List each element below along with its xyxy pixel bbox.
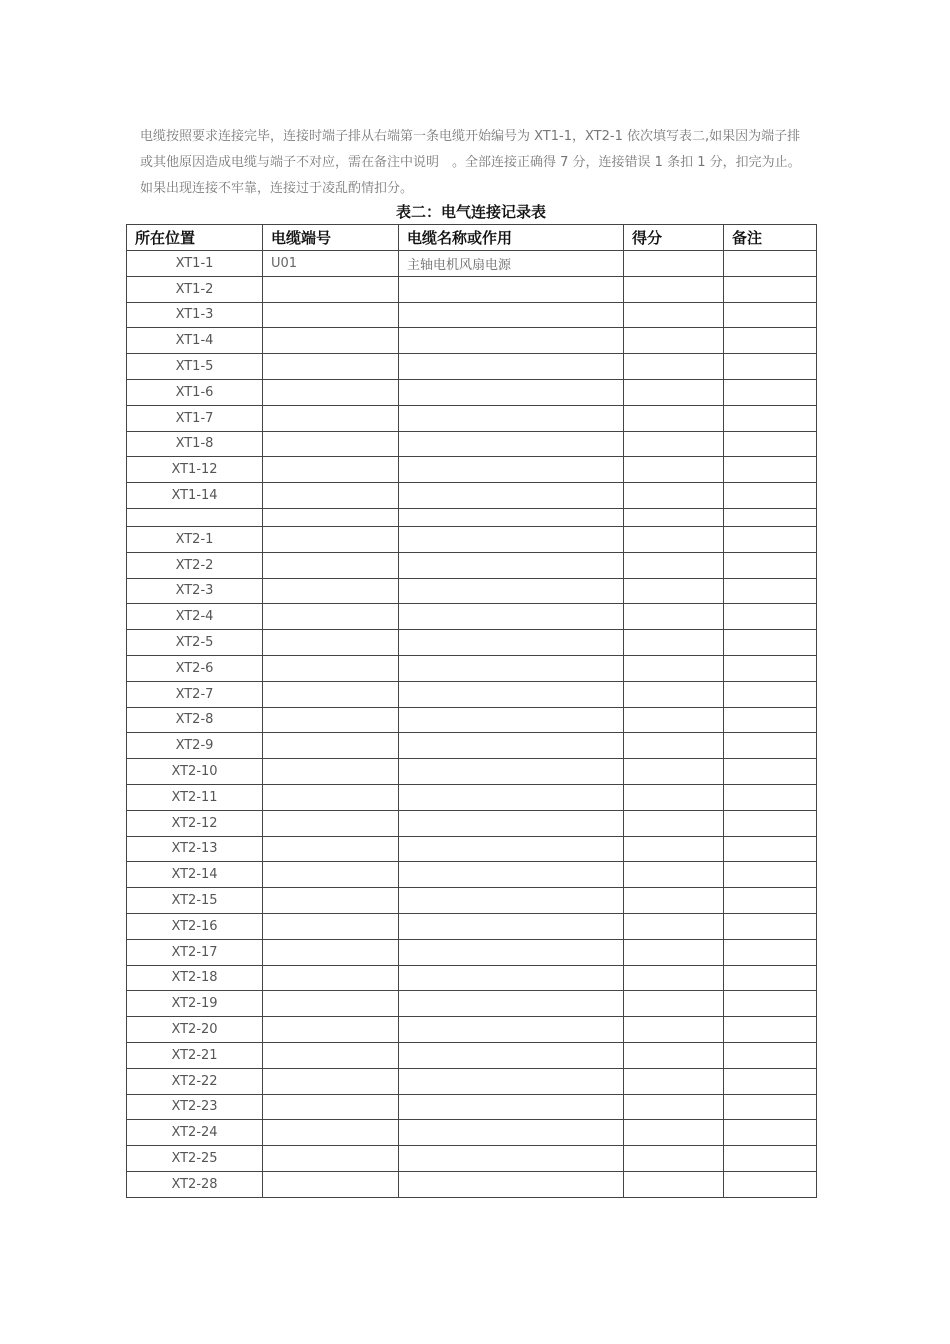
cell-position: XT2-15 (127, 888, 263, 914)
cell-score (624, 1120, 724, 1146)
cell-cable-no (263, 431, 399, 457)
cell-cable-name (399, 733, 624, 759)
cell-remark (724, 552, 817, 578)
cell-cable-no (263, 965, 399, 991)
cell-remark (724, 810, 817, 836)
table-row (127, 328, 817, 354)
cell-remark (724, 759, 817, 785)
cell-score (624, 251, 724, 277)
table-row (127, 251, 817, 277)
cell-cable-no (263, 630, 399, 656)
cell-cable-name (399, 578, 624, 604)
cell-cable-no (263, 862, 399, 888)
cell-cable-name (399, 379, 624, 405)
cell-cable-name (399, 354, 624, 380)
cell-position: XT2-24 (127, 1120, 263, 1146)
cell-score (624, 328, 724, 354)
cell-remark (724, 1094, 817, 1120)
cell-remark (724, 1068, 817, 1094)
cell-cable-no (263, 913, 399, 939)
cell-cable-name (399, 328, 624, 354)
cell-remark (724, 913, 817, 939)
cell-remark (724, 965, 817, 991)
cell-cable-no (263, 810, 399, 836)
cell-position: XT2-9 (127, 733, 263, 759)
cell-position: XT1-5 (127, 354, 263, 380)
header-row (127, 225, 817, 251)
cell-remark (724, 836, 817, 862)
cell-position: XT2-18 (127, 965, 263, 991)
cell-score (624, 354, 724, 380)
cell-position: XT2-2 (127, 552, 263, 578)
cell-cable-name (399, 888, 624, 914)
table-row (127, 991, 817, 1017)
cell-cable-name (399, 302, 624, 328)
cell-cable-name (399, 681, 624, 707)
cell-cable-no (263, 276, 399, 302)
cell-remark (724, 354, 817, 380)
cell-remark (724, 1042, 817, 1068)
cell-position: XT2-12 (127, 810, 263, 836)
cell-score (624, 276, 724, 302)
table-row (127, 604, 817, 630)
electrical-connection-record-table (126, 224, 817, 1198)
cell-cable-no (263, 552, 399, 578)
cell-cable-name (399, 810, 624, 836)
cell-cable-name (399, 526, 624, 552)
cell-score (624, 733, 724, 759)
cell-remark (724, 681, 817, 707)
cell-remark (724, 939, 817, 965)
cell-position: XT2-10 (127, 759, 263, 785)
cell-cable-name (399, 604, 624, 630)
cell-cable-no (263, 939, 399, 965)
cell-cable-no (263, 526, 399, 552)
cell-cable-name (399, 1171, 624, 1197)
cell-score (624, 405, 724, 431)
cell-position: XT2-16 (127, 913, 263, 939)
cell-position: XT1-2 (127, 276, 263, 302)
cell-remark (724, 302, 817, 328)
cell-score (624, 681, 724, 707)
table-row (127, 1120, 817, 1146)
cell-position: XT2-8 (127, 707, 263, 733)
cell-cable-no (263, 888, 399, 914)
table-row (127, 1017, 817, 1043)
cell-score (624, 431, 724, 457)
cell-cable-no (263, 1068, 399, 1094)
cell-remark (724, 991, 817, 1017)
cell-score (624, 457, 724, 483)
cell-position: XT2-21 (127, 1042, 263, 1068)
cell-cable-name (399, 1042, 624, 1068)
cell-cable-no (263, 759, 399, 785)
table-row (127, 431, 817, 457)
header-remark: 备注 (724, 225, 817, 251)
cell-position: XT2-5 (127, 630, 263, 656)
cell-cable-no (263, 681, 399, 707)
cell-position: XT2-1 (127, 526, 263, 552)
cell-score (624, 1171, 724, 1197)
cell-cable-no (263, 1171, 399, 1197)
cell-cable-name: 主轴电机风扇电源 (399, 251, 624, 277)
table-row (127, 836, 817, 862)
cell-cable-name (399, 483, 624, 509)
cell-cable-name (399, 431, 624, 457)
cell-cable-name (399, 1068, 624, 1094)
table-row (127, 681, 817, 707)
cell-position: XT1-14 (127, 483, 263, 509)
cell-score (624, 862, 724, 888)
table-row (127, 862, 817, 888)
cell-position: XT2-13 (127, 836, 263, 862)
cell-cable-name (399, 630, 624, 656)
cell-cable-no (263, 457, 399, 483)
cell-cable-name (399, 939, 624, 965)
cell-cable-no (263, 578, 399, 604)
cell-position: XT1-7 (127, 405, 263, 431)
cell-position: XT1-1 (127, 251, 263, 277)
cell-position: XT1-8 (127, 431, 263, 457)
cell-cable-name (399, 552, 624, 578)
table-body (127, 251, 817, 1198)
cell-position: XT2-23 (127, 1094, 263, 1120)
cell-remark (724, 707, 817, 733)
table-row (127, 1068, 817, 1094)
cell-cable-name (399, 276, 624, 302)
table-row (127, 939, 817, 965)
table-row (127, 379, 817, 405)
cell-remark (724, 1017, 817, 1043)
cell-position: XT2-4 (127, 604, 263, 630)
cell-cable-name (399, 1146, 624, 1172)
cell-remark (724, 1171, 817, 1197)
table-row (127, 810, 817, 836)
table-row (127, 578, 817, 604)
cell-remark (724, 405, 817, 431)
cell-cable-no (263, 328, 399, 354)
cell-score (624, 552, 724, 578)
cell-score (624, 302, 724, 328)
cell-score (624, 630, 724, 656)
cell-position: XT2-22 (127, 1068, 263, 1094)
cell-score (624, 379, 724, 405)
cell-remark (724, 862, 817, 888)
cell-position: XT2-28 (127, 1171, 263, 1197)
table-row (127, 457, 817, 483)
cell-position: XT1-12 (127, 457, 263, 483)
cell-position: XT2-14 (127, 862, 263, 888)
table-row (127, 1171, 817, 1197)
cell-cable-no (263, 1120, 399, 1146)
cell-cable-name (399, 1120, 624, 1146)
cell-score (624, 836, 724, 862)
cell-score (624, 508, 724, 526)
cell-cable-no (263, 655, 399, 681)
cell-position (127, 508, 263, 526)
cell-score (624, 810, 724, 836)
cell-remark (724, 1146, 817, 1172)
cell-cable-name (399, 784, 624, 810)
cell-cable-no: U01 (263, 251, 399, 277)
table-row (127, 1146, 817, 1172)
cell-position: XT2-19 (127, 991, 263, 1017)
cell-remark (724, 379, 817, 405)
cell-cable-no (263, 405, 399, 431)
cell-score (624, 483, 724, 509)
table-row (127, 913, 817, 939)
cell-remark (724, 276, 817, 302)
cell-remark (724, 457, 817, 483)
cell-remark (724, 431, 817, 457)
cell-remark (724, 888, 817, 914)
cell-remark (724, 251, 817, 277)
cell-position: XT1-4 (127, 328, 263, 354)
cell-score (624, 991, 724, 1017)
cell-score (624, 1068, 724, 1094)
cell-cable-name (399, 759, 624, 785)
cell-remark (724, 604, 817, 630)
cell-remark (724, 733, 817, 759)
cell-score (624, 1017, 724, 1043)
cell-cable-no (263, 733, 399, 759)
cell-cable-no (263, 1094, 399, 1120)
header-cable-no: 电缆端号 (263, 225, 399, 251)
cell-cable-no (263, 836, 399, 862)
cell-remark (724, 578, 817, 604)
table-row (127, 759, 817, 785)
table-row (127, 1042, 817, 1068)
cell-position: XT2-7 (127, 681, 263, 707)
cell-score (624, 1094, 724, 1120)
cell-score (624, 1146, 724, 1172)
table-row (127, 784, 817, 810)
intro-paragraph: 电缆按照要求连接完毕，连接时端子排从右端第一条电缆开始编号为 XT1-1，XT2-1 依次填写表二,如果因为端子排或其他原因造成电缆与端子不对应，需在备注中说明 。全部连接正确得 7 分，连接错误 1 条扣 1 分，扣完为止。如果出现连接不牢靠，连接过于凌乱酌情扣分。 (140, 129, 801, 196)
cell-score (624, 578, 724, 604)
cell-score (624, 913, 724, 939)
cell-cable-no (263, 1017, 399, 1043)
cell-cable-name (399, 1017, 624, 1043)
cell-position: XT2-17 (127, 939, 263, 965)
table-row (127, 526, 817, 552)
table-row (127, 630, 817, 656)
header-cable-name: 电缆名称或作用 (399, 225, 624, 251)
cell-cable-name (399, 655, 624, 681)
header-position: 所在位置 (127, 225, 263, 251)
cell-score (624, 1042, 724, 1068)
cell-cable-no (263, 707, 399, 733)
cell-cable-no (263, 508, 399, 526)
cell-cable-no (263, 1146, 399, 1172)
cell-position: XT1-6 (127, 379, 263, 405)
cell-cable-name (399, 457, 624, 483)
table-row (127, 552, 817, 578)
cell-remark (724, 328, 817, 354)
table-row (127, 276, 817, 302)
table-row (127, 354, 817, 380)
cell-cable-name (399, 913, 624, 939)
cell-cable-name (399, 1094, 624, 1120)
cell-cable-no (263, 784, 399, 810)
table-title: 表二：电气连接记录表 (395, 203, 546, 221)
cell-score (624, 784, 724, 810)
cell-remark (724, 508, 817, 526)
cell-cable-name (399, 836, 624, 862)
table-row (127, 965, 817, 991)
cell-cable-name (399, 707, 624, 733)
cell-cable-no (263, 991, 399, 1017)
cell-score (624, 888, 724, 914)
cell-score (624, 526, 724, 552)
cell-position: XT2-6 (127, 655, 263, 681)
cell-position: XT1-3 (127, 302, 263, 328)
table-row (127, 483, 817, 509)
table-row (127, 733, 817, 759)
table-spacer-row (127, 508, 817, 526)
cell-position: XT2-20 (127, 1017, 263, 1043)
cell-cable-no (263, 354, 399, 380)
cell-cable-no (263, 1042, 399, 1068)
cell-cable-name (399, 965, 624, 991)
cell-remark (724, 655, 817, 681)
cell-cable-name (399, 405, 624, 431)
header-score: 得分 (624, 225, 724, 251)
cell-remark (724, 630, 817, 656)
cell-cable-no (263, 604, 399, 630)
cell-cable-no (263, 302, 399, 328)
cell-cable-name (399, 862, 624, 888)
cell-cable-no (263, 483, 399, 509)
cell-score (624, 939, 724, 965)
cell-score (624, 604, 724, 630)
cell-score (624, 759, 724, 785)
cell-score (624, 655, 724, 681)
table-row (127, 405, 817, 431)
cell-cable-name (399, 991, 624, 1017)
table-row (127, 707, 817, 733)
cell-cable-name (399, 508, 624, 526)
table-header (127, 225, 817, 251)
table-row (127, 302, 817, 328)
cell-position: XT2-25 (127, 1146, 263, 1172)
cell-remark (724, 1120, 817, 1146)
cell-remark (724, 483, 817, 509)
cell-score (624, 707, 724, 733)
table-row (127, 1094, 817, 1120)
cell-cable-no (263, 379, 399, 405)
table-row (127, 888, 817, 914)
cell-remark (724, 526, 817, 552)
cell-score (624, 965, 724, 991)
cell-position: XT2-3 (127, 578, 263, 604)
table-row (127, 655, 817, 681)
cell-remark (724, 784, 817, 810)
cell-position: XT2-11 (127, 784, 263, 810)
